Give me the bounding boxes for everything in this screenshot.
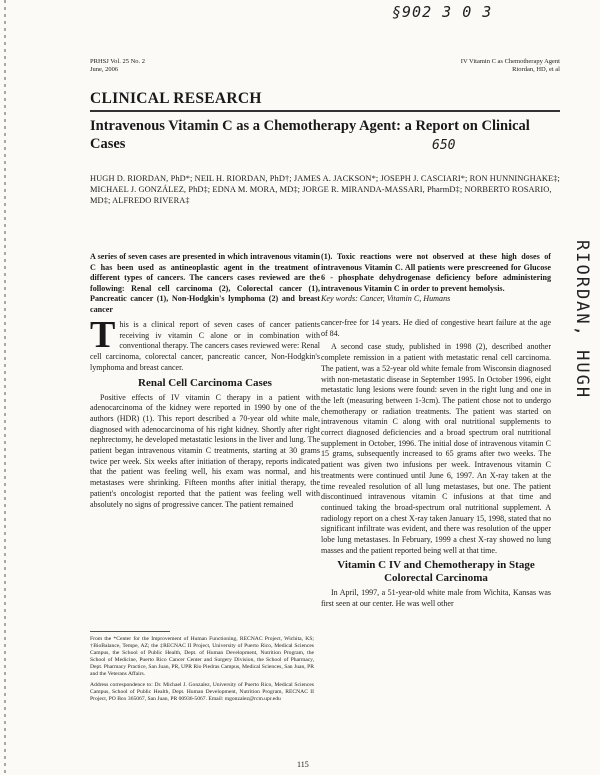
handwritten-number-mid: 650 xyxy=(432,138,456,153)
paragraph-renal-1: Positive effects of IV vitamin C therapy in a patient with adenocarcinoma of the kidney were reported in 1990 by one of the authors (HDR) (1). This report described a 70-year old white male, diagnosed with adenocarcinoma of his right kidney. Shortly after right nephrectomy, he developed metastatic lesions in the liver and lung. The patient began intravenous vitamin C treatments, starting at 30 grams twice per week. Six weeks after initiation of therapy, reports indicated that the patient was feeling well, his exam was normal, and his metastases were shrinking. Fifteen months after initial therapy, the patient's oncologist reported that the patient was feeling well with absolutely no signs of progressive cancer. The patient remained xyxy=(90,392,320,509)
journal-volume: PRHSJ Vol. 25 No. 2 xyxy=(90,58,146,65)
section-label: CLINICAL RESEARCH xyxy=(90,90,262,107)
paper-title: Intravenous Vitamin C as a Chemotherapy Agent: a Report on Clinical Cases xyxy=(90,118,530,152)
body-column-left xyxy=(90,314,320,510)
drop-cap: T xyxy=(90,314,116,356)
short-title: IV Vitamin C as Chemotherapy Agent xyxy=(460,58,560,65)
binding-holes xyxy=(4,0,6,775)
journal-date: June, 2006 xyxy=(90,66,119,73)
abstract-right-text: (1). Toxic reactions were not observed at these high doses of intravenous Vitamin C. All patients were prescreened for Glucose 6 - phosphate dehydrogenase deficiency before administering intravenous Vitamin C in order to prevent hemolysis. xyxy=(321,252,551,293)
running-head-right xyxy=(400,58,560,74)
short-authors: Riordan, HD, et al xyxy=(512,66,560,73)
abstract-left: A series of seven cases are presented in which intravenous vitamin C has been used as antineoplastic agent in the treatment of different types of cancers. The cancers cases reviewed are the following: Renal cell carcinoma (2), Colorectal cancer (1), Pancreatic cancer (1), Non-Hodgkin's lymphoma (2) and breast cancer xyxy=(90,252,320,314)
body-column-right xyxy=(321,318,551,610)
handwritten-number-top: §902 3 0 3 xyxy=(392,3,493,21)
abstract-right xyxy=(321,252,551,305)
paragraph-continued: cancer-free for 14 years. He died of congestive heart failure at the age of 84. xyxy=(321,318,551,338)
keywords: Key words: Cancer, Vitamin C, Humans xyxy=(321,294,451,304)
intro-text: his is a clinical report of seven cases of cancer patients receiving iv vitamin C alone or in combination with conventional therapy. The cancers cases reviewed were: Renal cell carcinoma, colorectal cancer, pancreatic cancer, Non-Hodgkin's lymphoma and breast cancer. xyxy=(90,320,320,372)
running-head-left xyxy=(90,58,145,74)
intro-paragraph xyxy=(90,314,320,374)
paragraph-renal-2: A second case study, published in 1998 (2), described another complete remission in a patient with metastatic renal cell carcinoma. The patient, was a 52-year old white female from Wisconsin diagnosed with non-metastatic disease in September 1995. In October 1996, eight metastatic lung lesions were found: seven in the right lung and one in the left (measuring between 1-3cm). The patient chose not to undergo chemotherapy or radiation treatments. The patient was started on intravenous vitamin C along with oral nutritional supplements to correct diagnosed deficiencies and a broad spectrum oral nutritional supplement in October, 1996. The initial dose of intravenous vitamin C 15 grams, subsequently increased to 65 grams after two weeks. The patient was given two infusions per week. Intravenous vitamin C treatments were continued until June 6, 1997. An X-ray taken at the time revealed resolution of all lung metastases, but one. The patient discontinued intravenous vitamin C infusions at that time and continued taking the broad-spectrum oral nutritional supplement. A radiology report on a chest X-ray taken January 15, 1998, stated that no significant infiltrate was evident, and there was resolution of the upper lobe lung metastases. In February, 1999 a chest X-ray showed no lung masses and the patient reported being well at that time. xyxy=(321,342,551,555)
author-list: HUGH D. RIORDAN, PhD*; NEIL H. RIORDAN, PhD†; JAMES A. JACKSON*; JOSEPH J. CASCIARI*; RON HUNNINGHAKE‡; MICHAEL J. GONZÁLEZ, PhD‡; EDNA M. MORA, MD‡; JORGE R. MIRANDA-MASSARI, PharmD‡; NORBERTO ROSARIO, MD‡; ALFREDO RIVERA‡ xyxy=(90,174,560,205)
paragraph-colorectal: In April, 1997, a 51-year-old white male from Wichita, Kansas was first seen at our center. He was well other xyxy=(321,588,551,609)
page-number: 115 xyxy=(297,760,309,769)
footnote-rule xyxy=(90,631,170,632)
footnote-affiliations: From the *Center for the Improvement of Human Functioning, RECNAC Project, Wichita, KS; †BioBalance, Tempe, AZ; the ‡RECNAC II Project, University of Puerto Rico, Medical Sciences Campus, the School of Public Health, Dept. of Human Development, Nutrition Program, the School of Medicine, Puerto Rico Cancer Center and Surgery Division, the School of Pharmacy, Dept. Pharmacy Practice, San Juan, PR, UPR Rio Piedras Campus, Medical Sciences, San Juan, PR and the Veterans Affairs. xyxy=(90,636,314,677)
footnote-correspondence: Address correspondence to: Dr. Michael J. Gonzalez, University of Puerto Rico, Medical Sciences Campus, School of Public Health, Dept. Human Development, Nutrition Program, RECNAC II Project, PO Box 365067, San Juan, PR 00936-5067. Email: mgonzalez@rcm.upr.edu xyxy=(90,682,314,702)
subhead-colorectal: Vitamin C IV and Chemotherapy in Stage Colorectal Carcinoma xyxy=(337,559,535,585)
subhead-renal: Renal Cell Carcinoma Cases xyxy=(138,376,272,389)
handwritten-side-note: RIORDAN, HUGH xyxy=(572,240,592,400)
section-rule xyxy=(90,110,560,112)
footnotes xyxy=(90,636,314,707)
